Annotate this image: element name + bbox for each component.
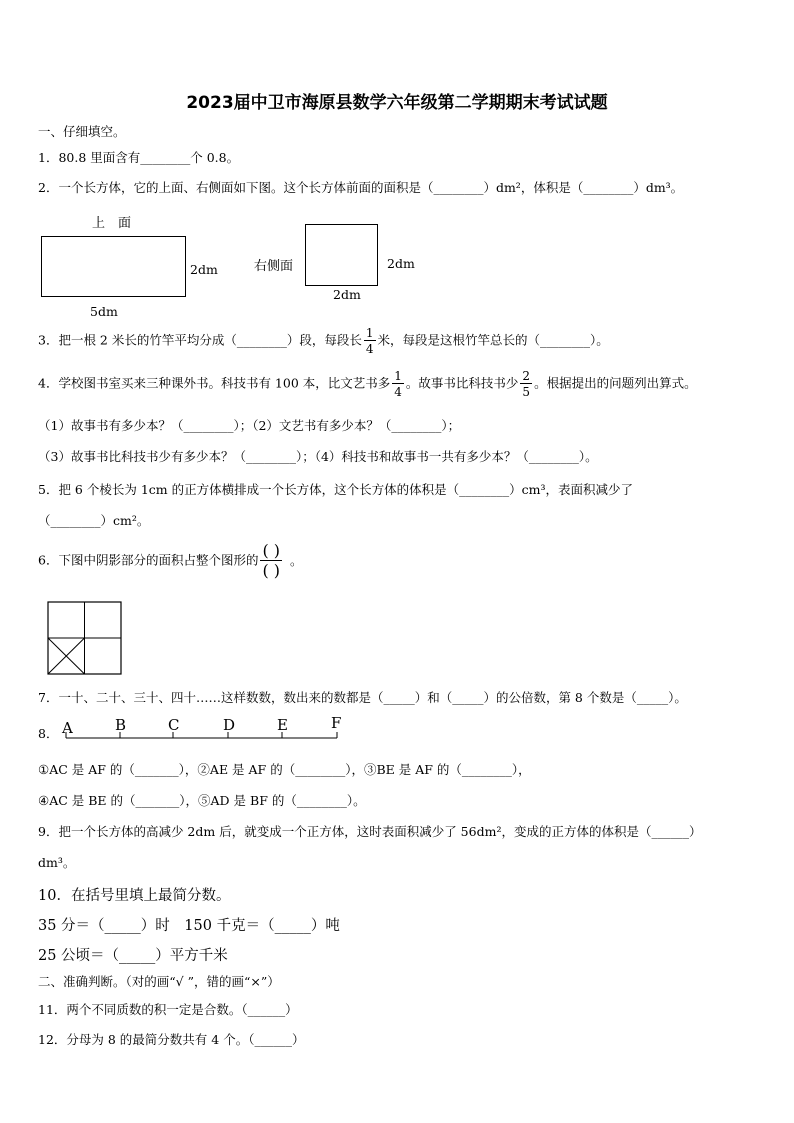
top-face-height-label: 2dm: [190, 262, 218, 277]
question-9-line-1: 9．把一个长方体的高减少 2dm 后，就变成一个正方体，这时表面积减少了 56dm²，变成的正方体的体积是（______）: [38, 824, 702, 839]
side-face-label: 右侧面: [254, 259, 294, 274]
number-line: [60, 714, 345, 744]
question-2: 2．一个长方体，它的上面、右侧面如下图。这个长方体前面的面积是（________）dm²，体积是（________）dm³。: [38, 180, 684, 195]
point-label-a: A: [62, 719, 73, 737]
question-10-line-1: 35 分＝（_____）时 150 千克＝（_____）吨: [38, 918, 340, 934]
point-label-d: D: [223, 716, 236, 734]
question-3: 3．把一根 2 米长的竹竿平均分成（________）段，每段长 $\frac{1}{4}$ 米，每段是这根竹竿总长的（________）。: [38, 326, 609, 356]
fraction: $\frac{1}{4}$: [365, 326, 374, 356]
question-7: 7．一十、二十、三十、四十……这样数数，数出来的数都是（_____）和（_____）的公倍数，第 8 个数是（_____）。: [38, 690, 687, 705]
question-4: 4．学校图书室买来三种课外书。科技书有 100 本，比文艺书多 $\frac{1}{4}$ 。故事书比科技书少 $\frac{2}{5}$ 。根据提出的问题列出算式。: [38, 369, 697, 399]
section-1-heading: 一、仔细填空。: [38, 124, 126, 139]
top-face-label: 上 面: [92, 216, 132, 231]
fraction: $\frac{1}{4}$: [394, 369, 402, 399]
question-5-line-1: 5．把 6 个棱长为 1cm 的正方体横排成一个长方体，这个长方体的体积是（________）cm³，表面积减少了: [38, 482, 633, 497]
question-8-label: 8．: [38, 726, 59, 741]
side-face-rect: [305, 224, 378, 286]
point-label-c: C: [168, 716, 180, 734]
question-1: 1．80.8 里面含有________个 0.8。: [38, 150, 240, 165]
top-face-width-label: 5dm: [90, 304, 118, 319]
fraction: $\frac{2}{5}$: [522, 369, 531, 399]
page-title: 2023届中卫市海原县数学六年级第二学期期末考试试题: [186, 93, 608, 113]
question-9-line-2: dm³。: [38, 855, 76, 870]
question-4-sub-1: （1）故事书有多少本？（________）；（2）文艺书有多少本？（________）；: [38, 418, 461, 433]
question-12: 12．分母为 8 的最简分数共有 4 个。（______）: [38, 1032, 305, 1047]
section-2-heading: 二、准确判断。（对的画“√ ”，错的画“×”）: [38, 974, 280, 989]
figure-q6-grid: [47, 601, 123, 677]
side-face-width-label: 2dm: [333, 287, 361, 302]
question-8-line-1: ①AC 是 AF 的（_______），②AE 是 AF 的（________），③BE 是 AF 的（________），: [38, 762, 531, 777]
question-8-line-2: ④AC 是 BE 的（_______），⑤AD 是 BF 的（________）。: [38, 793, 366, 808]
question-10-line-2: 25 公顷＝（_____）平方千米: [38, 948, 228, 964]
question-4-sub-2: （3）故事书比科技书少有多少本？（________）；（4）科技书和故事书一共有多少本？（________）。: [38, 449, 598, 464]
point-label-b: B: [115, 716, 127, 734]
question-11: 11．两个不同质数的积一定是合数。（______）: [38, 1002, 298, 1017]
point-label-f: F: [331, 714, 342, 732]
question-5-line-2: （________）cm²。: [38, 513, 150, 528]
question-10: 10．在括号里填上最简分数。: [38, 888, 231, 904]
top-face-rect: [41, 236, 186, 297]
point-label-e: E: [277, 716, 288, 734]
question-6: 6．下图中阴影部分的面积占整个图形的 $\frac{( )}{( )}$ 。: [38, 541, 303, 580]
side-face-height-label: 2dm: [387, 256, 415, 271]
fraction-blank: $\frac{( )}{( )}$: [262, 541, 281, 580]
